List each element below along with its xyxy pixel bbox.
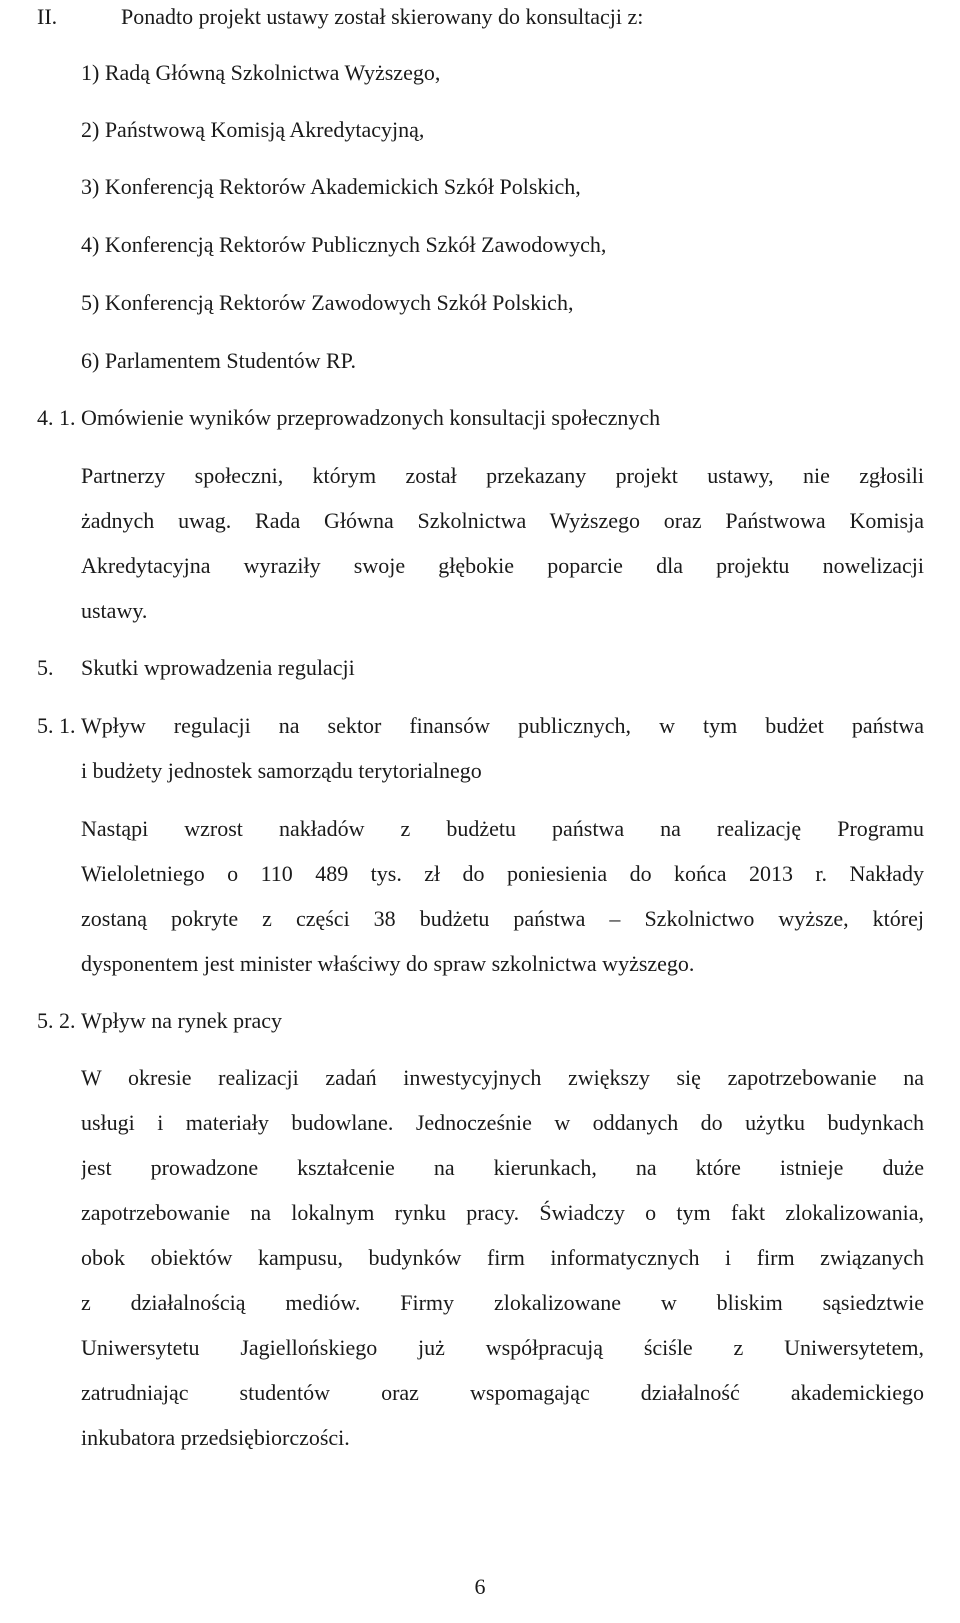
section-5-1-heading	[81, 711, 924, 801]
paragraph-line: żadnych uwag. Rada Główna Szkolnictwa Wyższego oraz Państwowa Komisja	[81, 508, 924, 533]
section-5-2-heading: Wpływ na rynek pracy	[81, 1008, 282, 1033]
page-number: 6	[474, 1574, 486, 1599]
list-item: 1) Radą Główną Szkolnictwa Wyższego,	[81, 60, 441, 85]
paragraph-line: jest prowadzone kształcenie na kierunkach, na które istnieje duże	[81, 1155, 924, 1180]
paragraph-line: Akredytacyjna wyraziły swoje głębokie poparcie dla projektu nowelizacji	[81, 553, 924, 578]
paragraph-line: ustawy.	[81, 598, 148, 623]
paragraph-line: dysponentem jest minister właściwy do spraw szkolnictwa wyższego.	[81, 951, 695, 976]
paragraph-line: zatrudniając studentów oraz wspomagając działalność akademickiego	[81, 1380, 924, 1405]
list-item: 2) Państwową Komisją Akredytacyjną,	[81, 117, 425, 142]
section-5-number: 5.	[37, 655, 54, 680]
paragraph-line: Partnerzy społeczni, którym został przekazany projekt ustawy, nie zgłosili	[81, 463, 924, 488]
list-item: 4) Konferencją Rektorów Publicznych Szkół Zawodowych,	[81, 232, 607, 257]
list-item: 3) Konferencją Rektorów Akademickich Szkół Polskich,	[81, 174, 581, 199]
paragraph-line: usługi i materiały budowlane. Jednocześnie w oddanych do użytku budynkach	[81, 1110, 924, 1135]
section-ii-text: Ponadto projekt ustawy został skierowany do konsultacji z:	[121, 4, 644, 29]
list-item: 6) Parlamentem Studentów RP.	[81, 348, 356, 373]
section-4-1-number: 4. 1.	[37, 405, 76, 430]
paragraph-line: zostaną pokryte z części 38 budżetu państwa – Szkolnictwo wyższe, której	[81, 906, 924, 931]
section-5-2-paragraph	[81, 1063, 924, 1468]
section-5-2-number: 5. 2.	[37, 1008, 76, 1033]
paragraph-line: obok obiektów kampusu, budynków firm informatycznych i firm związanych	[81, 1245, 924, 1270]
paragraph-line: inkubatora przedsiębiorczości.	[81, 1425, 350, 1450]
section-5-heading: Skutki wprowadzenia regulacji	[81, 655, 355, 680]
paragraph-line: zapotrzebowanie na lokalnym rynku pracy. Świadczy o tym fakt zlokalizowania,	[81, 1200, 924, 1225]
paragraph-line: Nastąpi wzrost nakładów z budżetu państwa na realizację Programu	[81, 816, 924, 841]
heading-line: i budżety jednostek samorządu terytorialnego	[81, 758, 482, 783]
section-5-1-number: 5. 1.	[37, 713, 76, 738]
paragraph-line: W okresie realizacji zadań inwestycyjnych zwiększy się zapotrzebowanie na	[81, 1065, 924, 1090]
section-4-1-heading: Omówienie wyników przeprowadzonych konsultacji społecznych	[81, 405, 661, 430]
paragraph-line: Uniwersytetu Jagiellońskiego już współpracują ściśle z Uniwersytetem,	[81, 1335, 924, 1360]
heading-line: Wpływ regulacji na sektor finansów publicznych, w tym budżet państwa	[81, 713, 924, 738]
paragraph-line: z działalnością mediów. Firmy zlokalizowane w bliskim sąsiedztwie	[81, 1290, 924, 1315]
section-ii-label: II.	[37, 4, 58, 29]
section-5-1-paragraph	[81, 814, 924, 994]
section-4-1-paragraph	[81, 461, 924, 641]
paragraph-line: Wieloletniego o 110 489 tys. zł do poniesienia do końca 2013 r. Nakłady	[81, 861, 924, 886]
list-item: 5) Konferencją Rektorów Zawodowych Szkół Polskich,	[81, 290, 574, 315]
